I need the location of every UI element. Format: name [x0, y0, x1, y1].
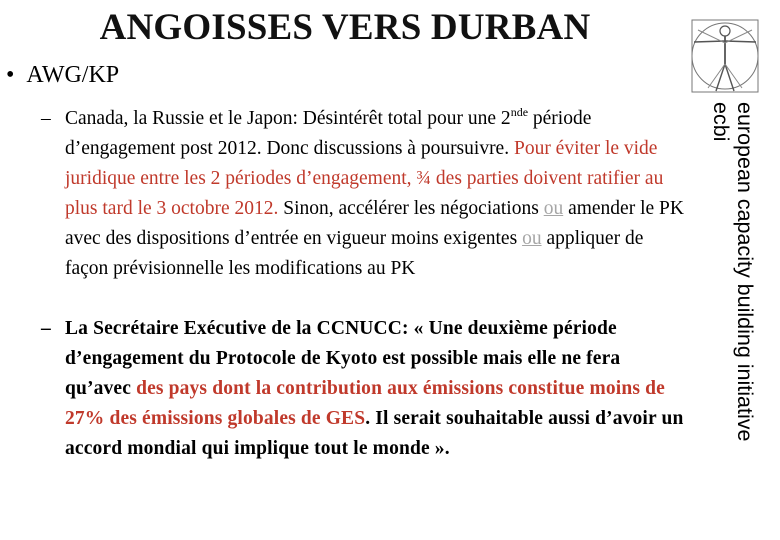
item1-ou-second: ou: [522, 228, 542, 249]
item1-part-a: Canada, la Russie et le Japon: Désintérêt total pour une 2: [65, 108, 511, 129]
ecbi-acronym: ecbi: [709, 102, 733, 142]
bullet-dot-icon: •: [6, 62, 15, 88]
item1-text: [65, 104, 684, 284]
item1-part-c: Sinon, accélérer les négociations: [278, 198, 544, 219]
list-item: [24, 314, 684, 464]
item1-highlight: Pour éviter le vide juridique entre les 2 périodes d’engagement, ¾ des parties doivent ratifier au plus tard le 3 octobre 2012.: [65, 138, 664, 219]
vitruvian-man-icon: [680, 14, 764, 98]
ecbi-fullname: european capacity building initiative: [733, 102, 757, 442]
item1-superscript: nde: [510, 105, 529, 119]
item1-part-e: appliquer de façon prévisionnelle les modifications au PK: [65, 228, 644, 279]
list-item: [24, 104, 684, 284]
dash-icon: –: [41, 108, 51, 129]
item1-part-d: amender le PK avec des dispositions d’entrée en vigueur moins exigentes: [65, 198, 684, 249]
slide-title: ANGOISSES VERS DURBAN: [99, 7, 591, 48]
dash-icon: –: [41, 318, 51, 339]
bullet-label: AWG/KP: [26, 62, 120, 88]
item1-ou-first: ou: [543, 198, 564, 219]
bullet-awg-kp: [6, 62, 119, 89]
item2-part-a: La Secrétaire Exécutive de la CCNUCC: « Une deuxième période d’engagement du Protocole de Kyoto est possible mais elle ne fera qu’avec: [65, 318, 621, 399]
ecbi-vertical-label: [697, 102, 757, 522]
item1-part-b: période d’engagement post 2012. Donc discussions à poursuivre.: [65, 108, 592, 159]
item2-part-b: . Il serait souhaitable aussi d’avoir un accord mondial qui implique tout le monde ».: [65, 408, 684, 459]
item2-text: [65, 314, 684, 464]
item2-highlight: des pays dont la contribution aux émissions constitue moins de 27% des émissions globales de GES: [65, 378, 665, 429]
